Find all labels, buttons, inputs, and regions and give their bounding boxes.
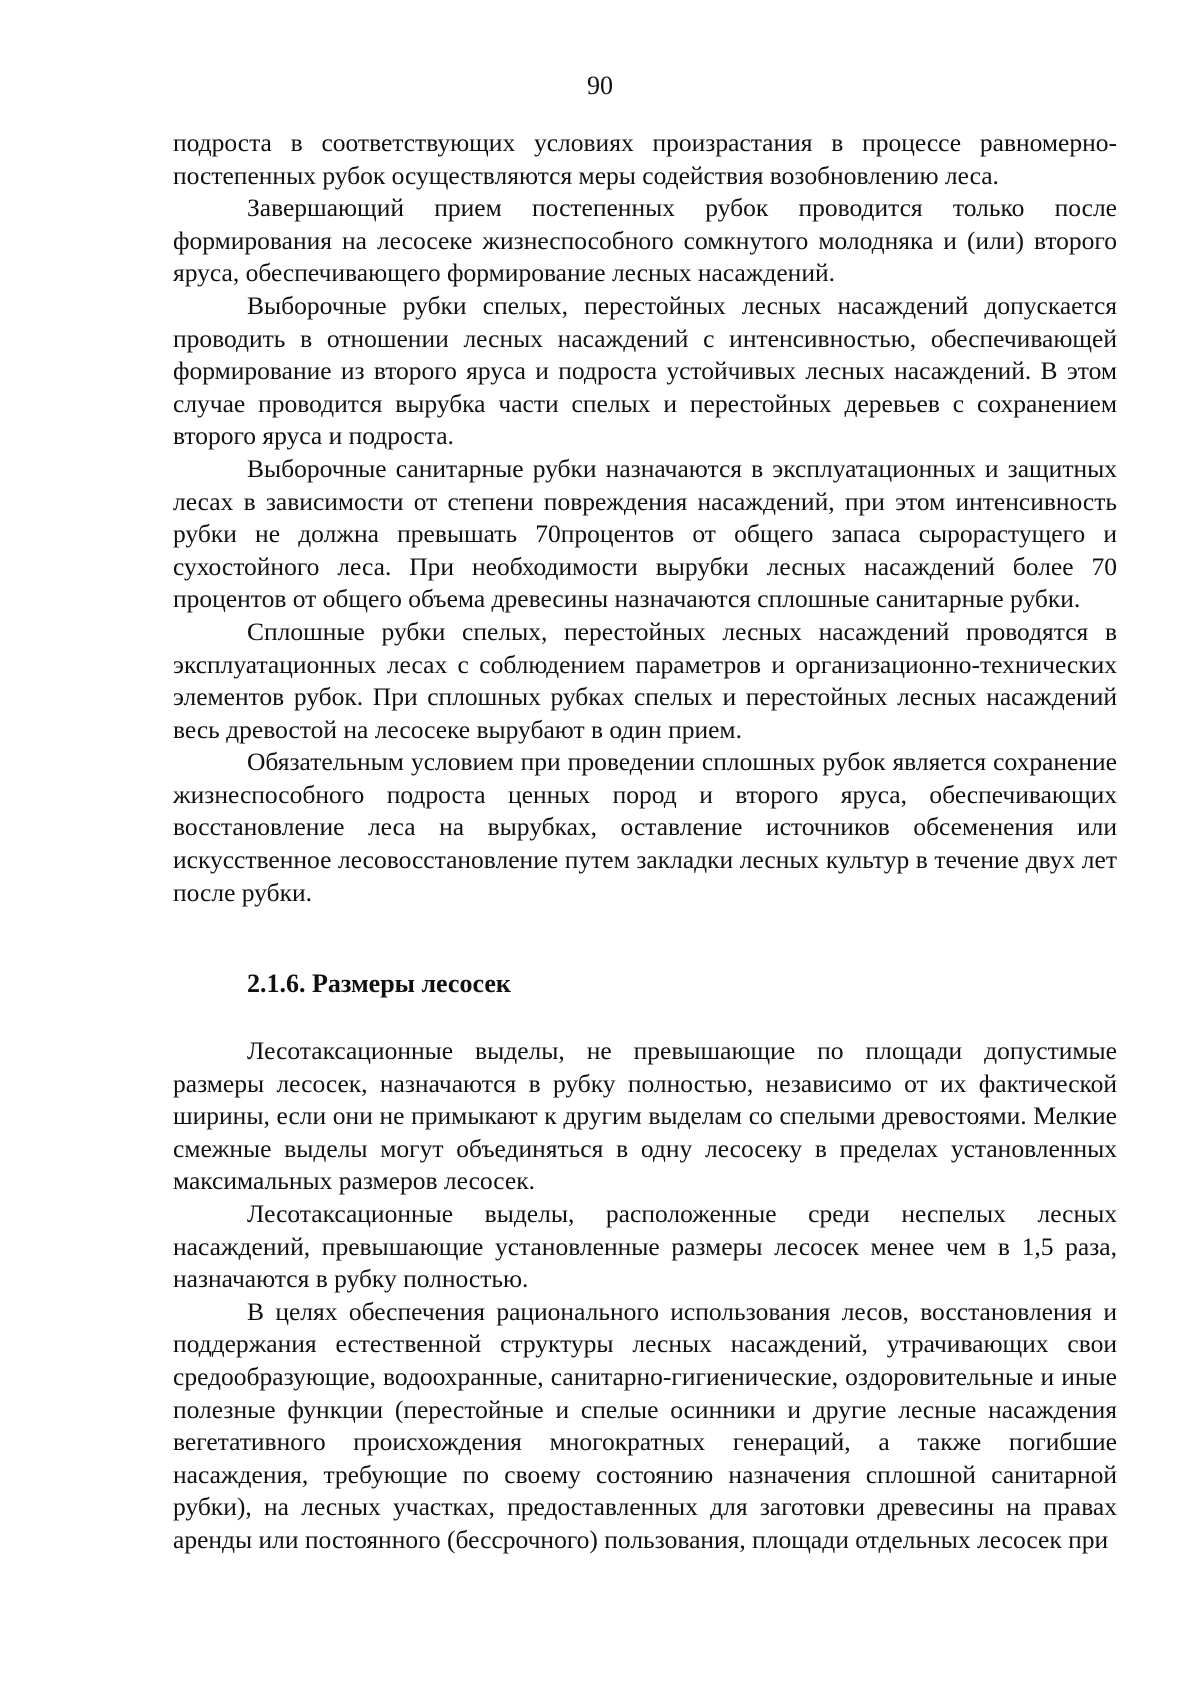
body-text-bottom	[173, 1035, 1117, 1557]
paragraph: Обязательным условием при проведении сплошных рубок является сохранение жизнеспособного подроста ценных пород и второго яруса, обеспечивающих восстановление леса на вырубках, оставление источников обсеменения или искусственное лесовосстановление путем закладки лесных культур в течение двух лет после рубки.	[173, 747, 1117, 907]
section-heading: 2.1.6. Размеры лесосек	[247, 969, 511, 998]
paragraph: В целях обеспечения рационального использования лесов, восстановления и поддержания естественной структуры лесных насаждений, утрачивающих свои средообразующие, водоохранные, санитарно-гигиенические, оздоровительные и иные полезные функции (перестойные и спелые осинники и другие лесные насаждения вегетативного происхождения многократных генераций, а также погибшие насаждения, требующие по своему состоянию назначения сплошной санитарной рубки), на лесных участках, предоставленных для заготовки древесины на правах аренды или постоянного (бессрочного) пользования, площади отдельных лесосек при	[173, 1296, 1117, 1554]
paragraph: Лесотаксационные выделы, не превышающие по площади допустимые размеры лесосек, назначаются в рубку полностью, независимо от их фактической ширины, если они не примыкают к другим выделам со спелыми древостоями. Мелкие смежные выделы могут объединяться в одну лесосеку в пределах установленных максимальных размеров лесосек.	[173, 1036, 1117, 1196]
paragraph: Завершающий прием постепенных рубок проводится только после формирования на лесосеке жизнеспособного сомкнутого молодняка и (или) второго яруса, обеспечивающего формирование лесных насаждений.	[173, 193, 1117, 288]
paragraph: Выборочные рубки спелых, перестойных лесных насаждений допускается проводить в отношении лесных насаждений с интенсивностью, обеспечивающей формирование из второго яруса и подроста устойчивых лесных насаждений. В этом случае проводится вырубка части спелых и перестойных деревьев с сохранением второго яруса и подроста.	[173, 290, 1117, 451]
paragraph: Лесотаксационные выделы, расположенные среди неспелых лесных насаждений, превышающие установленные размеры лесосек менее чем в 1,5 раза, назначаются в рубку полностью.	[173, 1198, 1117, 1294]
paragraph-continuation: подроста в соответствующих условиях произрастания в процессе равномерно-постепенных рубок осуществляются меры содействия возобновлению леса.	[173, 128, 1117, 190]
paragraph: Сплошные рубки спелых, перестойных лесных насаждений проводятся в эксплуатационных лесах с соблюдением параметров и организационно-технических элементов рубок. При сплошных рубках спелых и перестойных лесных насаждений весь древостой на лесосеке вырубают в один прием.	[173, 616, 1117, 744]
page-number: 90	[587, 71, 613, 100]
body-text-top	[173, 127, 1117, 909]
paragraph: Выборочные санитарные рубки назначаются в эксплуатационных и защитных лесах в зависимости от степени повреждения насаждений, при этом интенсивность рубки не должна превышать 70процентов от общего запаса сырорастущего и сухостойного леса. При необходимости вырубки лесных насаждений более 70 процентов от общего объема древесины назначаются сплошные санитарные рубки.	[173, 453, 1117, 614]
